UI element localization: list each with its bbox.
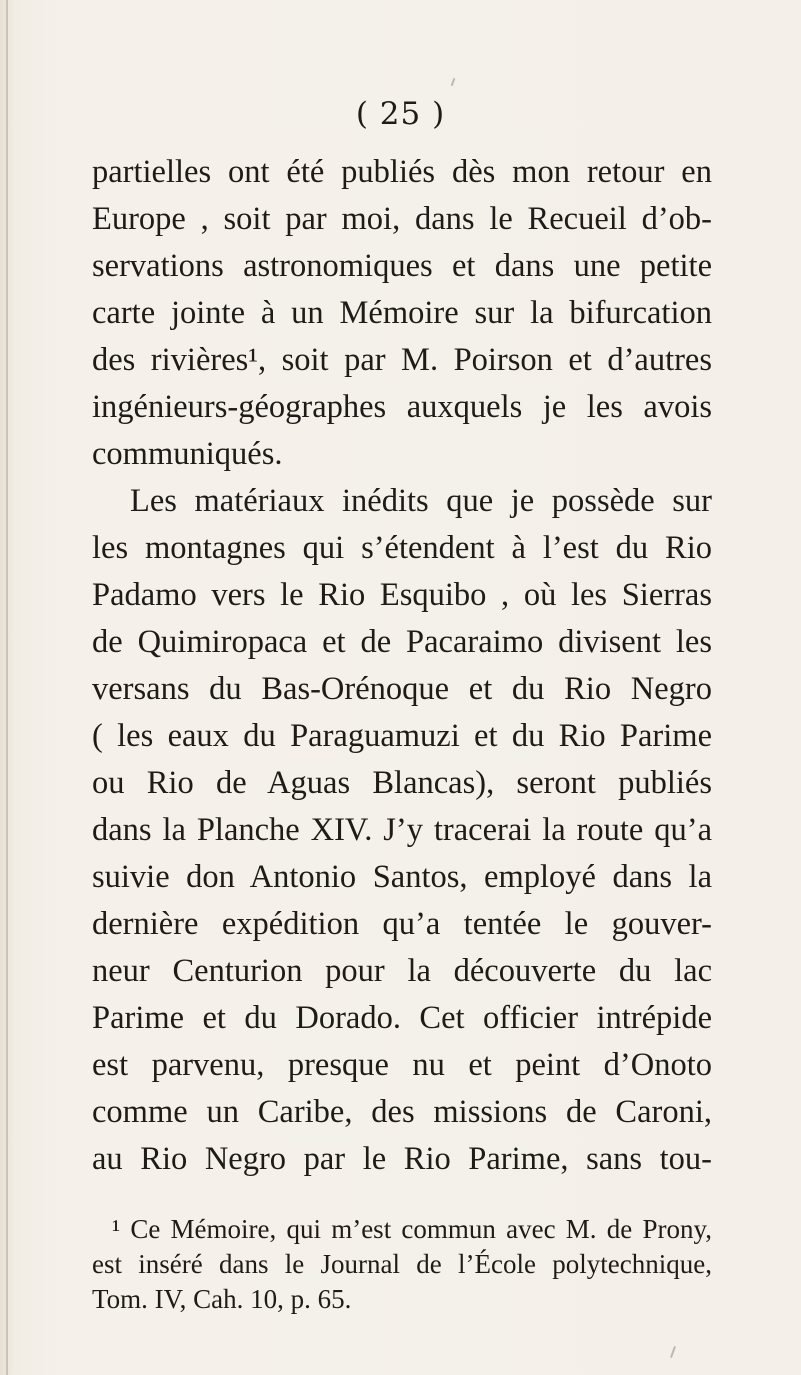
text-line: Padamo vers le Rio Esquibo , où les Sierras	[92, 577, 712, 613]
page-number: ( 25 )	[355, 96, 446, 132]
text-line: des rivières¹, soit par M. Poirson et d’autres	[92, 342, 712, 378]
text-line: les montagnes qui s’étendent à l’est du Rio	[92, 530, 712, 566]
text-line: au Rio Negro par le Rio Parime, sans tou-	[92, 1141, 712, 1177]
text-line: suivie don Antonio Santos, employé dans la	[92, 859, 712, 895]
text-line: partielles ont été publiés dès mon retour en	[92, 154, 712, 190]
text-line: Parime et du Dorado. Cet officier intrépide	[92, 1000, 712, 1036]
text-line: Europe , soit par moi, dans le Recueil d’ob-	[92, 201, 712, 237]
footnote-line: Tom. IV, Cah. 10, p. 65.	[92, 1284, 352, 1314]
text-line: ou Rio de Aguas Blancas), seront publiés	[92, 765, 712, 801]
text-line: versans du Bas-Orénoque et du Rio Negro	[92, 671, 712, 707]
ink-speck	[451, 78, 456, 86]
text-line: ingénieurs-géographes auxquels je les avois	[92, 389, 712, 425]
text-line: communiqués.	[92, 436, 283, 472]
text-line: de Quimiropaca et de Pacaraimo divisent les	[92, 624, 712, 660]
text-line: comme un Caribe, des missions de Caroni,	[92, 1094, 712, 1130]
text-line: dans la Planche XIV. J’y tracerai la route qu’a	[92, 812, 712, 848]
paragraph-start-line: Les matériaux inédits que je possède sur	[130, 483, 712, 519]
text-line: ( les eaux du Paraguamuzi et du Rio Parime	[92, 718, 712, 754]
page-binding-edge	[6, 0, 8, 1375]
ink-speck	[670, 1346, 676, 1358]
text-line: servations astronomiques et dans une petite	[92, 248, 712, 284]
text-line: carte jointe à un Mémoire sur la bifurcation	[92, 295, 712, 331]
text-line: est parvenu, presque nu et peint d’Onoto	[92, 1047, 712, 1083]
footnote-line: est inséré dans le Journal de l’École polytechnique,	[92, 1249, 712, 1279]
footnote-line: ¹ Ce Mémoire, qui m’est commun avec M. de Prony,	[112, 1214, 712, 1244]
text-line: neur Centurion pour la découverte du lac	[92, 953, 712, 989]
text-line: dernière expédition qu’a tentée le gouver-	[92, 906, 712, 942]
